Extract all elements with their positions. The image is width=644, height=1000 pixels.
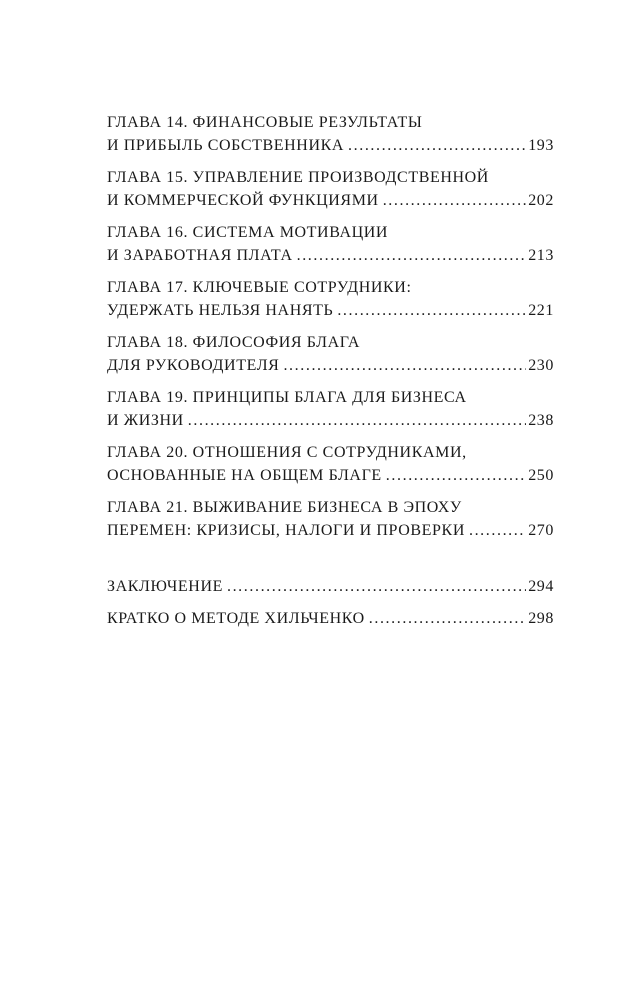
- toc-page-number: 270: [528, 522, 554, 539]
- toc-entry-title: ГЛАВА 17. КЛЮЧЕВЫЕ СОТРУДНИКИ:: [107, 279, 412, 296]
- toc-entry-title: ГЛАВА 19. ПРИНЦИПЫ БЛАГА ДЛЯ БИЗНЕСА: [107, 389, 467, 406]
- toc-entry-title-cont: И ЗАРАБОТНАЯ ПЛАТА: [107, 247, 293, 264]
- toc-page-number: 294: [528, 578, 554, 595]
- section-spacer: [107, 551, 554, 575]
- toc-entry-title-cont: И ЖИЗНИ: [107, 412, 184, 429]
- toc-entry-title-cont: И КОММЕРЧЕСКОЙ ФУНКЦИЯМИ: [107, 192, 379, 209]
- toc-entry-title-cont: УДЕРЖАТЬ НЕЛЬЗЯ НАНЯТЬ: [107, 302, 334, 319]
- toc-entry-title: ГЛАВА 21. ВЫЖИВАНИЕ БИЗНЕСА В ЭПОХУ: [107, 499, 462, 516]
- toc-page-number: 221: [528, 302, 554, 319]
- toc-page-number: 213: [528, 247, 554, 264]
- toc-entry-title-cont: И ПРИБЫЛЬ СОБСТВЕННИКА: [107, 137, 345, 154]
- table-of-contents: [107, 111, 554, 639]
- toc-entry-title-cont: ОСНОВАННЫЕ НА ОБЩЕМ БЛАГЕ: [107, 467, 382, 484]
- toc-entry-chapter-17[interactable]: [107, 276, 554, 322]
- toc-page-number: 298: [528, 610, 554, 627]
- toc-page-number: 202: [528, 192, 554, 209]
- toc-entry-title: ГЛАВА 20. ОТНОШЕНИЯ С СОТРУДНИКАМИ,: [107, 444, 467, 461]
- toc-entry-chapter-20[interactable]: [107, 441, 554, 487]
- toc-page-number: 250: [528, 467, 554, 484]
- toc-page-number: 238: [528, 412, 554, 429]
- toc-entry-title: ГЛАВА 15. УПРАВЛЕНИЕ ПРОИЗВОДСТВЕННОЙ: [107, 169, 489, 186]
- dot-leader: [386, 464, 526, 487]
- toc-entry-chapter-16[interactable]: [107, 221, 554, 267]
- toc-entry-title: ГЛАВА 14. ФИНАНСОВЫЕ РЕЗУЛЬТАТЫ: [107, 114, 423, 131]
- dot-leader: [469, 519, 526, 542]
- toc-entry-title-cont: ДЛЯ РУКОВОДИТЕЛЯ: [107, 357, 280, 374]
- dot-leader: [337, 299, 526, 322]
- dot-leader: [383, 189, 527, 212]
- toc-entry-title: ГЛАВА 18. ФИЛОСОФИЯ БЛАГА: [107, 334, 361, 351]
- dot-leader: [297, 244, 527, 267]
- toc-entry-method-summary[interactable]: [107, 607, 554, 630]
- toc-entry-title-cont: ПЕРЕМЕН: КРИЗИСЫ, НАЛОГИ И ПРОВЕРКИ: [107, 522, 465, 539]
- toc-entry-chapter-21[interactable]: [107, 496, 554, 542]
- toc-page-number: 230: [528, 357, 554, 374]
- toc-entry-chapter-18[interactable]: [107, 331, 554, 377]
- toc-entry-title: ЗАКЛЮЧЕНИЕ: [107, 578, 223, 595]
- toc-entry-title: КРАТКО О МЕТОДЕ ХИЛЬЧЕНКО: [107, 610, 365, 627]
- dot-leader: [188, 409, 526, 432]
- dot-leader: [283, 354, 526, 377]
- dot-leader: [348, 134, 526, 157]
- toc-entry-chapter-19[interactable]: [107, 386, 554, 432]
- dot-leader: [369, 607, 526, 630]
- toc-entry-chapter-14[interactable]: [107, 111, 554, 157]
- toc-entry-conclusion[interactable]: [107, 575, 554, 598]
- toc-entry-chapter-15[interactable]: [107, 166, 554, 212]
- toc-entry-title: ГЛАВА 16. СИСТЕМА МОТИВАЦИИ: [107, 224, 389, 241]
- toc-page-number: 193: [528, 137, 554, 154]
- dot-leader: [227, 575, 526, 598]
